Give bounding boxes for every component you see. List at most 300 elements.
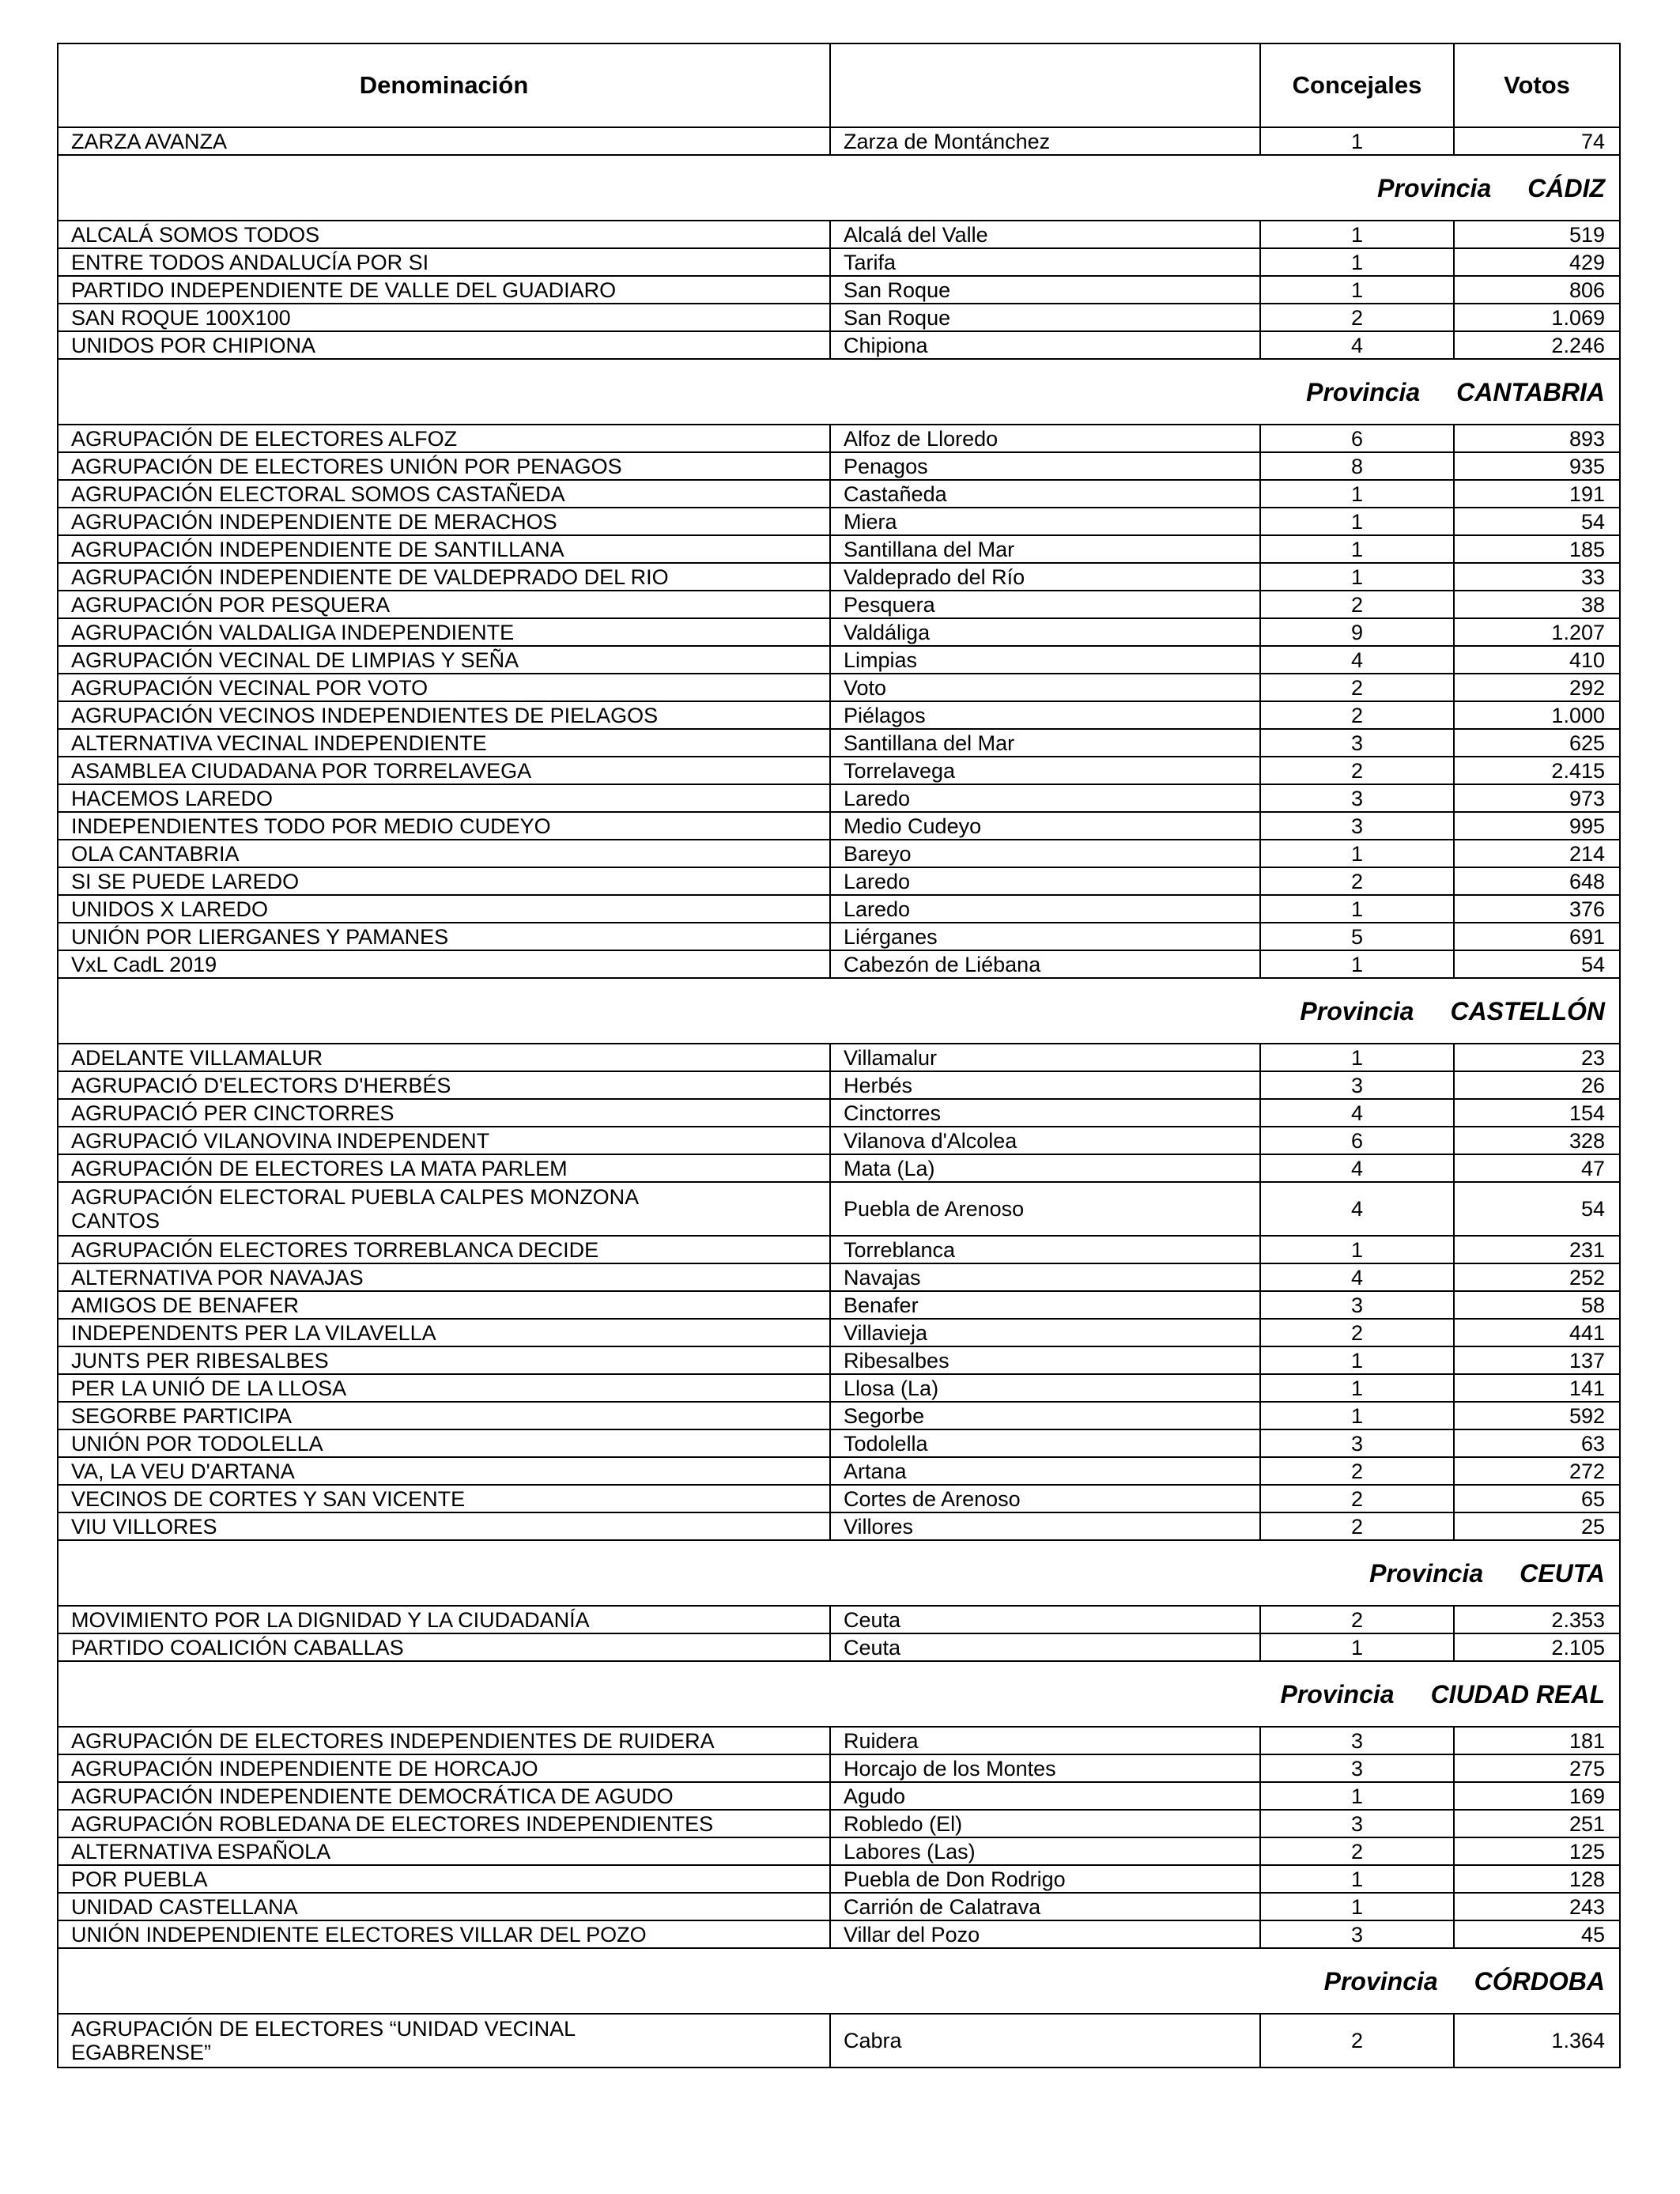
party-name-cell: ALTERNATIVA VECINAL INDEPENDIENTE [58, 729, 830, 757]
party-name-cell: SI SE PUEDE LAREDO [58, 867, 830, 895]
councillors-cell: 3 [1260, 1429, 1454, 1457]
votes-cell: 74 [1454, 127, 1620, 155]
party-name-cell: AGRUPACIÓN ELECTORES TORREBLANCA DECIDE [58, 1236, 830, 1263]
table-row [58, 221, 1620, 248]
header-municipio [830, 43, 1260, 127]
province-name: CÓRDOBA [1474, 1966, 1605, 1996]
councillors-cell: 4 [1260, 1154, 1454, 1182]
votes-cell: 243 [1454, 1893, 1620, 1920]
municipality-cell: Artana [830, 1457, 1260, 1485]
municipality-cell: Cabra [830, 2014, 1260, 2067]
councillors-cell: 3 [1260, 1810, 1454, 1837]
municipality-cell: Navajas [830, 1263, 1260, 1291]
province-header [58, 1948, 1620, 2014]
councillors-cell: 1 [1260, 1044, 1454, 1071]
municipality-cell: Todolella [830, 1429, 1260, 1457]
table-row [58, 452, 1620, 480]
party-name-cell: VECINOS DE CORTES Y SAN VICENTE [58, 1485, 830, 1512]
votes-cell: 154 [1454, 1099, 1620, 1127]
table-row [58, 1837, 1620, 1865]
municipality-cell: San Roque [830, 276, 1260, 304]
votes-cell: 54 [1454, 950, 1620, 978]
municipality-cell: Puebla de Don Rodrigo [830, 1865, 1260, 1893]
votes-cell: 1.000 [1454, 701, 1620, 729]
table-row [58, 867, 1620, 895]
table-row [58, 784, 1620, 812]
party-name-cell: AGRUPACIÓ PER CINCTORRES [58, 1099, 830, 1127]
municipality-cell: Tarifa [830, 248, 1260, 276]
votes-cell: 2.105 [1454, 1633, 1620, 1661]
councillors-cell: 2 [1260, 1485, 1454, 1512]
table-row [58, 1782, 1620, 1810]
votes-cell: 2.246 [1454, 331, 1620, 359]
party-name-cell: ASAMBLEA CIUDADANA POR TORRELAVEGA [58, 757, 830, 784]
votes-cell: 54 [1454, 508, 1620, 535]
councillors-cell: 1 [1260, 221, 1454, 248]
party-name-cell [58, 1182, 830, 1236]
municipality-cell: Miera [830, 508, 1260, 535]
municipality-cell: Valdáliga [830, 618, 1260, 646]
votes-cell: 592 [1454, 1402, 1620, 1429]
province-label: Provincia [1323, 1966, 1438, 1996]
votes-cell: 893 [1454, 425, 1620, 452]
table-row [58, 248, 1620, 276]
table-row [58, 331, 1620, 359]
table-row [58, 729, 1620, 757]
votes-cell: 252 [1454, 1263, 1620, 1291]
municipality-cell: Herbés [830, 1071, 1260, 1099]
votes-cell: 441 [1454, 1319, 1620, 1346]
party-name-cell: POR PUEBLA [58, 1865, 830, 1893]
table-row [58, 276, 1620, 304]
municipality-cell: Ribesalbes [830, 1346, 1260, 1374]
councillors-cell: 4 [1260, 1099, 1454, 1127]
councillors-cell: 4 [1260, 331, 1454, 359]
header-denominacion: Denominación [58, 43, 830, 127]
municipality-cell: Medio Cudeyo [830, 812, 1260, 840]
councillors-cell: 3 [1260, 812, 1454, 840]
votes-cell: 65 [1454, 1485, 1620, 1512]
party-name-cell: AGRUPACIÓN DE ELECTORES UNIÓN POR PENAGOS [58, 452, 830, 480]
table-row [58, 1633, 1620, 1661]
party-name-cell: AGRUPACIÓN POR PESQUERA [58, 591, 830, 618]
votes-cell: 185 [1454, 535, 1620, 563]
councillors-cell: 3 [1260, 1727, 1454, 1754]
votes-cell: 1.069 [1454, 304, 1620, 331]
councillors-cell: 4 [1260, 1182, 1454, 1236]
votes-cell: 275 [1454, 1754, 1620, 1782]
table-row [58, 591, 1620, 618]
party-name-cell: AGRUPACIÓ VILANOVINA INDEPENDENT [58, 1127, 830, 1154]
table-row [58, 1865, 1620, 1893]
councillors-cell: 6 [1260, 425, 1454, 452]
councillors-cell: 1 [1260, 127, 1454, 155]
votes-cell: 137 [1454, 1346, 1620, 1374]
party-name-cell: ALTERNATIVA POR NAVAJAS [58, 1263, 830, 1291]
votes-cell: 995 [1454, 812, 1620, 840]
party-name-cell: AGRUPACIÓN INDEPENDIENTE DE HORCAJO [58, 1754, 830, 1782]
councillors-cell: 4 [1260, 646, 1454, 674]
table-row [58, 1374, 1620, 1402]
table-row [58, 618, 1620, 646]
table-row [58, 674, 1620, 701]
party-name-continued: EGABRENSE” [71, 2041, 212, 2064]
councillors-cell: 5 [1260, 923, 1454, 950]
results-table [57, 43, 1621, 2068]
party-name-cell: AGRUPACIÓN DE ELECTORES LA MATA PARLEM [58, 1154, 830, 1182]
votes-cell: 47 [1454, 1154, 1620, 1182]
municipality-cell: Cabezón de Liébana [830, 950, 1260, 978]
councillors-cell: 3 [1260, 784, 1454, 812]
party-name-cell: AGRUPACIÓN VECINAL POR VOTO [58, 674, 830, 701]
table-row [58, 923, 1620, 950]
province-header [58, 359, 1620, 425]
municipality-cell: Villamalur [830, 1044, 1260, 1071]
province-header-row [58, 1948, 1620, 2014]
table-row [58, 1457, 1620, 1485]
party-name-cell [58, 2014, 830, 2067]
table-body [58, 127, 1620, 2067]
councillors-cell: 1 [1260, 840, 1454, 867]
table-row [58, 895, 1620, 923]
municipality-cell: Robledo (El) [830, 1810, 1260, 1837]
municipality-cell: Torreblanca [830, 1236, 1260, 1263]
votes-cell: 272 [1454, 1457, 1620, 1485]
councillors-cell: 2 [1260, 674, 1454, 701]
table-row [58, 2014, 1620, 2067]
votes-cell: 231 [1454, 1236, 1620, 1263]
votes-cell: 63 [1454, 1429, 1620, 1457]
table-row [58, 127, 1620, 155]
municipality-cell: Bareyo [830, 840, 1260, 867]
votes-cell: 691 [1454, 923, 1620, 950]
councillors-cell: 1 [1260, 535, 1454, 563]
party-name-cell: AGRUPACIÓN INDEPENDIENTE DE MERACHOS [58, 508, 830, 535]
votes-cell: 625 [1454, 729, 1620, 757]
province-header-row [58, 1661, 1620, 1727]
municipality-cell: Laredo [830, 867, 1260, 895]
party-name-cell: AMIGOS DE BENAFER [58, 1291, 830, 1319]
councillors-cell: 2 [1260, 2014, 1454, 2067]
party-name-cell: UNIDOS POR CHIPIONA [58, 331, 830, 359]
party-name-cell: PER LA UNIÓ DE LA LLOSA [58, 1374, 830, 1402]
party-name-cell: AGRUPACIÓN DE ELECTORES ALFOZ [58, 425, 830, 452]
province-header [58, 155, 1620, 221]
table-row [58, 1429, 1620, 1457]
party-name: AGRUPACIÓN ELECTORAL PUEBLA CALPES MONZONA [71, 1185, 640, 1209]
table-row [58, 508, 1620, 535]
votes-cell: 181 [1454, 1727, 1620, 1754]
councillors-cell: 2 [1260, 1606, 1454, 1633]
party-name-cell: AGRUPACIÓN INDEPENDIENTE DEMOCRÁTICA DE AGUDO [58, 1782, 830, 1810]
province-name: CIUDAD REAL [1430, 1679, 1605, 1709]
councillors-cell: 3 [1260, 1071, 1454, 1099]
province-name: CANTABRIA [1456, 377, 1605, 406]
party-name-cell: AGRUPACIÓN DE ELECTORES INDEPENDIENTES DE RUIDERA [58, 1727, 830, 1754]
councillors-cell: 1 [1260, 1236, 1454, 1263]
municipality-cell: Torrelavega [830, 757, 1260, 784]
party-name-cell: ENTRE TODOS ANDALUCÍA POR SI [58, 248, 830, 276]
votes-cell: 251 [1454, 1810, 1620, 1837]
votes-cell: 169 [1454, 1782, 1620, 1810]
province-label: Provincia [1300, 996, 1414, 1025]
municipality-cell: Vilanova d'Alcolea [830, 1127, 1260, 1154]
municipality-cell: Segorbe [830, 1402, 1260, 1429]
table-row [58, 304, 1620, 331]
table-row [58, 1071, 1620, 1099]
municipality-cell: Benafer [830, 1291, 1260, 1319]
table-row [58, 1346, 1620, 1374]
table-row [58, 425, 1620, 452]
councillors-cell: 1 [1260, 276, 1454, 304]
municipality-cell: Labores (Las) [830, 1837, 1260, 1865]
municipality-cell: Agudo [830, 1782, 1260, 1810]
table-row [58, 840, 1620, 867]
table-row [58, 563, 1620, 591]
party-name-cell: JUNTS PER RIBESALBES [58, 1346, 830, 1374]
party-name-cell: VA, LA VEU D'ARTANA [58, 1457, 830, 1485]
party-name-cell: UNIÓN POR LIERGANES Y PAMANES [58, 923, 830, 950]
votes-cell: 54 [1454, 1182, 1620, 1236]
table-row [58, 1606, 1620, 1633]
party-name-cell: MOVIMIENTO POR LA DIGNIDAD Y LA CIUDADANÍA [58, 1606, 830, 1633]
table-row [58, 1485, 1620, 1512]
province-label: Provincia [1369, 1558, 1484, 1588]
councillors-cell: 2 [1260, 1512, 1454, 1540]
votes-cell: 519 [1454, 221, 1620, 248]
party-name-cell: PARTIDO COALICIÓN CABALLAS [58, 1633, 830, 1661]
votes-cell: 328 [1454, 1127, 1620, 1154]
table-row [58, 812, 1620, 840]
councillors-cell: 1 [1260, 248, 1454, 276]
votes-cell: 935 [1454, 452, 1620, 480]
municipality-cell: Penagos [830, 452, 1260, 480]
councillors-cell: 3 [1260, 1291, 1454, 1319]
councillors-cell: 2 [1260, 867, 1454, 895]
municipality-cell: Piélagos [830, 701, 1260, 729]
municipality-cell: Mata (La) [830, 1154, 1260, 1182]
party-name-cell: AGRUPACIÓN INDEPENDIENTE DE VALDEPRADO DEL RIO [58, 563, 830, 591]
party-name-cell: AGRUPACIÓ D'ELECTORS D'HERBÉS [58, 1071, 830, 1099]
municipality-cell: Cinctorres [830, 1099, 1260, 1127]
votes-cell: 25 [1454, 1512, 1620, 1540]
party-name-cell: PARTIDO INDEPENDIENTE DE VALLE DEL GUADIARO [58, 276, 830, 304]
councillors-cell: 2 [1260, 304, 1454, 331]
header-concejales: Concejales [1260, 43, 1454, 127]
party-name-cell: UNIÓN POR TODOLELLA [58, 1429, 830, 1457]
votes-cell: 376 [1454, 895, 1620, 923]
table-row [58, 535, 1620, 563]
votes-cell: 1.364 [1454, 2014, 1620, 2067]
table-row [58, 757, 1620, 784]
councillors-cell: 3 [1260, 729, 1454, 757]
header-votos: Votos [1454, 43, 1620, 127]
votes-cell: 806 [1454, 276, 1620, 304]
table-row [58, 1727, 1620, 1754]
party-name-cell: ALTERNATIVA ESPAÑOLA [58, 1837, 830, 1865]
party-name-cell: ADELANTE VILLAMALUR [58, 1044, 830, 1071]
councillors-cell: 2 [1260, 1319, 1454, 1346]
municipality-cell: Villores [830, 1512, 1260, 1540]
table-row [58, 1810, 1620, 1837]
municipality-cell: Ceuta [830, 1633, 1260, 1661]
votes-cell: 23 [1454, 1044, 1620, 1071]
province-header-row [58, 978, 1620, 1044]
municipality-cell: Zarza de Montánchez [830, 127, 1260, 155]
municipality-cell: Pesquera [830, 591, 1260, 618]
councillors-cell: 8 [1260, 452, 1454, 480]
councillors-cell: 2 [1260, 701, 1454, 729]
municipality-cell: Puebla de Arenoso [830, 1182, 1260, 1236]
councillors-cell: 1 [1260, 1893, 1454, 1920]
councillors-cell: 1 [1260, 480, 1454, 508]
votes-cell: 429 [1454, 248, 1620, 276]
councillors-cell: 1 [1260, 1865, 1454, 1893]
votes-cell: 973 [1454, 784, 1620, 812]
votes-cell: 141 [1454, 1374, 1620, 1402]
councillors-cell: 1 [1260, 563, 1454, 591]
councillors-cell: 1 [1260, 508, 1454, 535]
table-row [58, 646, 1620, 674]
votes-cell: 26 [1454, 1071, 1620, 1099]
votes-cell: 58 [1454, 1291, 1620, 1319]
municipality-cell: Voto [830, 674, 1260, 701]
votes-cell: 214 [1454, 840, 1620, 867]
councillors-cell: 2 [1260, 1837, 1454, 1865]
municipality-cell: Ceuta [830, 1606, 1260, 1633]
councillors-cell: 1 [1260, 1782, 1454, 1810]
votes-cell: 292 [1454, 674, 1620, 701]
votes-cell: 45 [1454, 1920, 1620, 1948]
votes-cell: 648 [1454, 867, 1620, 895]
municipality-cell: Castañeda [830, 480, 1260, 508]
votes-cell: 38 [1454, 591, 1620, 618]
party-name-cell: INDEPENDENTS PER LA VILAVELLA [58, 1319, 830, 1346]
party-name-cell: AGRUPACIÓN VALDALIGA INDEPENDIENTE [58, 618, 830, 646]
party-name-cell: SEGORBE PARTICIPA [58, 1402, 830, 1429]
municipality-cell: Alfoz de Lloredo [830, 425, 1260, 452]
province-header-row [58, 1540, 1620, 1606]
table-row [58, 1263, 1620, 1291]
province-name: CEUTA [1520, 1558, 1605, 1588]
votes-cell: 410 [1454, 646, 1620, 674]
table-row [58, 1182, 1620, 1236]
municipality-cell: Villavieja [830, 1319, 1260, 1346]
table-row [58, 1402, 1620, 1429]
province-label: Provincia [1377, 173, 1492, 202]
votes-cell: 2.415 [1454, 757, 1620, 784]
councillors-cell: 1 [1260, 1374, 1454, 1402]
province-label: Provincia [1280, 1679, 1395, 1709]
party-name-cell: HACEMOS LAREDO [58, 784, 830, 812]
party-name-continued: CANTOS [71, 1209, 160, 1233]
councillors-cell: 3 [1260, 1920, 1454, 1948]
party-name-cell: AGRUPACIÓN ROBLEDANA DE ELECTORES INDEPENDIENTES [58, 1810, 830, 1837]
municipality-cell: Laredo [830, 895, 1260, 923]
councillors-cell: 1 [1260, 1633, 1454, 1661]
province-header [58, 1540, 1620, 1606]
header-row [58, 43, 1620, 127]
votes-cell: 33 [1454, 563, 1620, 591]
party-name-cell: UNIÓN INDEPENDIENTE ELECTORES VILLAR DEL POZO [58, 1920, 830, 1948]
councillors-cell: 6 [1260, 1127, 1454, 1154]
table-row [58, 1154, 1620, 1182]
party-name-cell: VIU VILLORES [58, 1512, 830, 1540]
party-name-cell: ALCALÁ SOMOS TODOS [58, 221, 830, 248]
table-row [58, 1319, 1620, 1346]
table-row [58, 1099, 1620, 1127]
province-label: Provincia [1306, 377, 1421, 406]
municipality-cell: Cortes de Arenoso [830, 1485, 1260, 1512]
municipality-cell: Alcalá del Valle [830, 221, 1260, 248]
table-row [58, 1920, 1620, 1948]
party-name-cell: OLA CANTABRIA [58, 840, 830, 867]
party-name-cell: UNIDAD CASTELLANA [58, 1893, 830, 1920]
councillors-cell: 2 [1260, 591, 1454, 618]
municipality-cell: Villar del Pozo [830, 1920, 1260, 1948]
party-name-cell: AGRUPACIÓN VECINAL DE LIMPIAS Y SEÑA [58, 646, 830, 674]
councillors-cell: 1 [1260, 950, 1454, 978]
province-name: CÁDIZ [1527, 173, 1605, 202]
municipality-cell: Chipiona [830, 331, 1260, 359]
table-row [58, 1893, 1620, 1920]
municipality-cell: Liérganes [830, 923, 1260, 950]
councillors-cell: 3 [1260, 1754, 1454, 1782]
councillors-cell: 4 [1260, 1263, 1454, 1291]
party-name-cell: VxL CadL 2019 [58, 950, 830, 978]
party-name: AGRUPACIÓN DE ELECTORES “UNIDAD VECINAL [71, 2017, 576, 2041]
councillors-cell: 9 [1260, 618, 1454, 646]
votes-cell: 2.353 [1454, 1606, 1620, 1633]
councillors-cell: 1 [1260, 1346, 1454, 1374]
party-name-cell: AGRUPACIÓN ELECTORAL SOMOS CASTAÑEDA [58, 480, 830, 508]
table-row [58, 1754, 1620, 1782]
municipality-cell: San Roque [830, 304, 1260, 331]
municipality-cell: Valdeprado del Río [830, 563, 1260, 591]
municipality-cell: Santillana del Mar [830, 729, 1260, 757]
table-row [58, 701, 1620, 729]
municipality-cell: Santillana del Mar [830, 535, 1260, 563]
councillors-cell: 1 [1260, 895, 1454, 923]
municipality-cell: Laredo [830, 784, 1260, 812]
table-row [58, 950, 1620, 978]
councillors-cell: 2 [1260, 757, 1454, 784]
party-name-cell: AGRUPACIÓN VECINOS INDEPENDIENTES DE PIELAGOS [58, 701, 830, 729]
councillors-cell: 2 [1260, 1457, 1454, 1485]
table-row [58, 1512, 1620, 1540]
votes-cell: 125 [1454, 1837, 1620, 1865]
party-name-cell: AGRUPACIÓN INDEPENDIENTE DE SANTILLANA [58, 535, 830, 563]
province-header [58, 978, 1620, 1044]
municipality-cell: Limpias [830, 646, 1260, 674]
party-name-cell: INDEPENDIENTES TODO POR MEDIO CUDEYO [58, 812, 830, 840]
party-name-cell: UNIDOS X LAREDO [58, 895, 830, 923]
table-row [58, 1291, 1620, 1319]
municipality-cell: Horcajo de los Montes [830, 1754, 1260, 1782]
municipality-cell: Carrión de Calatrava [830, 1893, 1260, 1920]
municipality-cell: Llosa (La) [830, 1374, 1260, 1402]
province-header-row [58, 359, 1620, 425]
votes-cell: 191 [1454, 480, 1620, 508]
province-name: CASTELLÓN [1450, 996, 1605, 1025]
party-name-cell: ZARZA AVANZA [58, 127, 830, 155]
table-row [58, 1044, 1620, 1071]
votes-cell: 1.207 [1454, 618, 1620, 646]
councillors-cell: 1 [1260, 1402, 1454, 1429]
party-name-cell: SAN ROQUE 100X100 [58, 304, 830, 331]
province-header [58, 1661, 1620, 1727]
table-row [58, 1127, 1620, 1154]
